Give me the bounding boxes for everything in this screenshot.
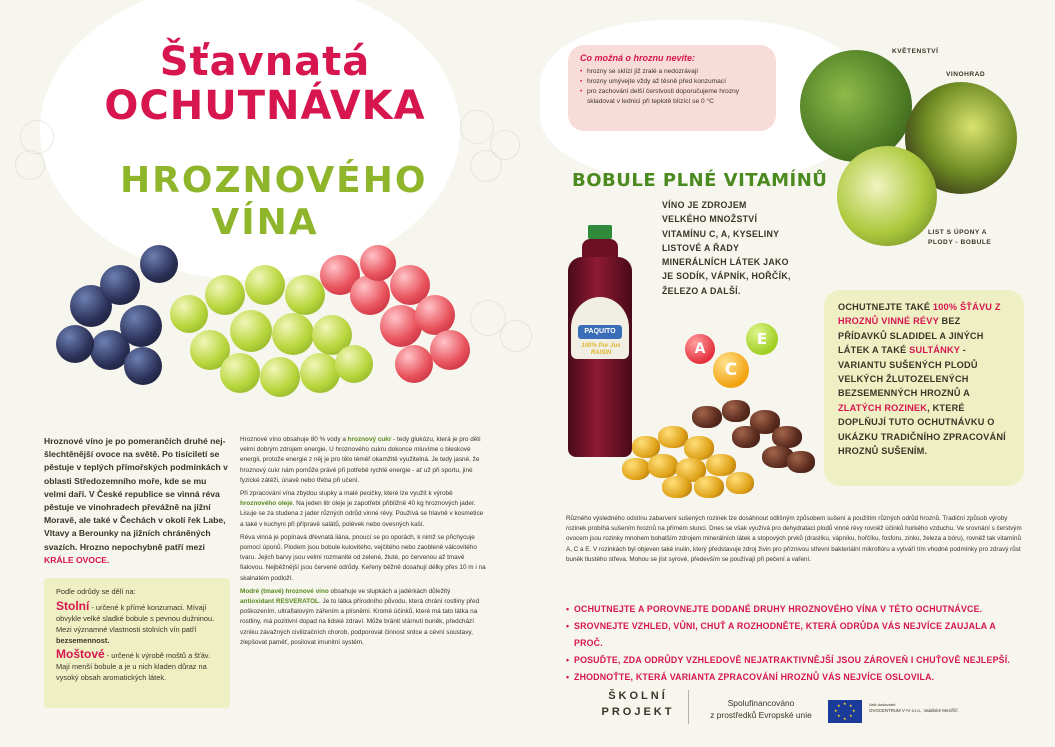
eu-star-icon: ★ xyxy=(852,708,856,713)
green-grape xyxy=(272,313,314,355)
cofund-line-1: Spolufinancováno xyxy=(727,698,795,708)
intro-highlight: KRÁLE OVOCE. xyxy=(44,554,110,565)
dark-grape xyxy=(140,245,178,283)
green-grape xyxy=(220,353,260,393)
fact-item: • pro zachování delší čerstvosti doporučujeme hrozny skladovat v lednici při teplotě blízící se 0 °C xyxy=(580,87,764,107)
eu-star-icon: ★ xyxy=(837,703,841,708)
page-title xyxy=(95,40,435,128)
dark-raisin xyxy=(692,406,722,428)
bottle-brand: PAQUITO xyxy=(578,325,622,339)
eu-flag-icon xyxy=(828,700,862,723)
page-subtitle xyxy=(120,160,428,244)
text: Hroznové víno obsahuje 80 % vody a xyxy=(240,436,348,443)
green-grape xyxy=(170,295,208,333)
facts-title: Co možná o hroznu nevíte: xyxy=(580,53,696,63)
red-grape xyxy=(395,345,433,383)
text: BEZ PŘÍDAVKŮ SLADIDEL A JINÝCH LÁTEK A TAKÉ xyxy=(838,316,984,356)
paragraph-oil xyxy=(240,489,486,530)
flowers-label: KVĚTENSTVÍ xyxy=(892,48,939,55)
variety-must xyxy=(56,649,218,683)
fact-item: • hrozny umývejte vždy až těsně před konzumací xyxy=(580,77,764,87)
supplier-label: Vaši dodavatel: xyxy=(869,702,897,707)
variety-must-label: Moštové xyxy=(56,647,105,661)
facts-list xyxy=(580,67,764,107)
dark-grape xyxy=(124,347,162,385)
variety-must-text: - určené k výrobě moštů a šťáv. Mají menší bobule a je u nich kladen důraz na vysoký obsah aromatických látek. xyxy=(56,651,211,682)
red-grape xyxy=(350,275,390,315)
background-grape-outline xyxy=(500,320,532,352)
school-line-1: ŠKOLNÍ xyxy=(608,690,668,702)
golden-raisin xyxy=(622,458,650,480)
vitamins-title: BOBULE PLNÉ VITAMÍNŮ xyxy=(572,170,828,191)
vitamins-text: VÍNO JE ZDROJEM VELKÉHO MNOŽSTVÍ VITAMÍNU C, A, KYSELINY LISTOVÉ A ŘADY MINERÁLNÍCH LÁTEK JAKO JE SODÍK, VÁPNÍK, HOŘČÍK, ŽELEZO A DALŠÍ. xyxy=(662,200,791,296)
vitamin-c-bubble: C xyxy=(713,352,749,388)
green-grape xyxy=(245,265,285,305)
intro-body: Hroznové víno je po pomerančích druhé nej-šlechtěnější ovoce na světě. Po tisíciletí se pěstuje v teplých přímořských podmínkách v oblasti Středozemního moře, kde se mu velmi daří. V České republice se vinná réva pěstuje ve vinohradech převážně na jižní Moravě, ale také v Čechách v okolí řek Labe, Vltavy a Berounky na jižních chráněných svazích. Hrozno nepochybně patří mezi xyxy=(44,436,228,552)
eu-star-icon: ★ xyxy=(834,708,838,713)
facts-box xyxy=(568,45,776,131)
raisins-illustration xyxy=(622,396,818,500)
dark-raisin xyxy=(787,451,815,473)
golden-raisin xyxy=(648,454,678,478)
highlight: SULTÁNKY xyxy=(909,345,960,356)
paragraph-resveratrol xyxy=(240,587,486,648)
dark-raisin xyxy=(722,400,750,422)
school-project-logo xyxy=(600,688,676,720)
golden-raisin xyxy=(694,476,724,498)
eu-star-icon: ★ xyxy=(843,701,847,706)
golden-raisin xyxy=(726,472,754,494)
golden-raisin xyxy=(662,476,692,498)
paragraph-plant: Réva vinná je popínavá dřevnatá liána, pnoucí se po oporách, k nimž se přichycuje pomocí úponů. Plodem jsou bobule kulovitého, vejčitého nebo zaobleně válcovitého tvaru. Jejich barvy jsou velmi rozmanité od zelené, žluté, po červenou až tmavě fialovou. Nejběžnější jsou červené odrůdy. Keřeny běžně dosahují délky přes 10 m i na skalnatém podloží. xyxy=(240,533,486,582)
dark-grape xyxy=(100,265,140,305)
task-item: • ZHODNOŤTE, KTERÁ VARIANTA ZPRACOVÁNÍ HROZNŮ VÁS NEJVÍCE OSLOVILA. xyxy=(566,669,1024,686)
varieties-heading: Podle odrůdy se dělí na: xyxy=(56,587,136,596)
red-grape xyxy=(360,245,396,281)
raisin-paragraph: Různého výsledného odstínu zabarvení sušených rozinek lze dosáhnout odlišným způsobem sušení a použitím různých odrůd hroznů. Tradiční způsob výroby rozinek probíhá sušením hroznů na přímém slunci. Dnes se však využívá pro dehydrataci plodů vinné révy rovněž účinků horkého vzduchu. Ve srovnání s čerstvým ovocem jsou rozinky mnohem bohatším zdrojem minerálních látek a stopových prvků (draslíku, vápníku, hořčíku, fosforu, zinku, železa a bóru), rovněž tak vitamínů A, C a E. V rozinkách byl objeven také inulin, který představuje zdroj živin pro příznivou střevní bakteriální mikroflóru a vytváří tím vhodné podmínky pro zdravý růst buněk tlustého střeva. Mohou se jíst syrové, především se používají při pečení a vaření. xyxy=(566,515,1022,563)
highlight: hroznového oleje xyxy=(240,500,293,508)
highlight: ZLATÝCH ROZINEK xyxy=(838,402,928,413)
varieties-box xyxy=(44,578,230,708)
highlight: antioxidant RESVERATOL xyxy=(240,598,319,606)
highlight: hroznový cukr xyxy=(347,436,392,443)
background-grape-outline xyxy=(15,150,45,180)
text: OCHUTNEJTE TAKÉ xyxy=(838,302,933,312)
variety-table-text: - určené k přímé konzumaci. Mívají obvykle velké sladké bobule s pevnou dužninou. Mezi významné vlastnosti stolních vín patří xyxy=(56,603,215,634)
eu-star-icon: ★ xyxy=(849,713,853,718)
red-grape xyxy=(430,330,470,370)
leaf-berries-photo xyxy=(837,146,937,246)
variety-table xyxy=(56,601,218,646)
text: , KTERÉ DOPLŇUJÍ TUTO OCHUTNÁVKU O UKÁZKU TRADIČNÍHO ZPRACOVÁNÍ HROZNŮ SUŠENÍM. xyxy=(838,402,1006,457)
text: . Je to látka přírodního původu, která chrání rostliny před poškozením, ultrafialovým zářením a plísněmi. Kromě účinků, které má tato látka na rostliny, má pozitivní dopad na lidské zdraví. Může bránit stárnutí buněk, předchází vzniku závažných civilizačních chorob, podporovat činnost srdce a cévní soustavy, zlepšovat paměť, posilovat imunitní systém. xyxy=(240,598,480,646)
green-grape xyxy=(335,345,373,383)
eu-star-icon: ★ xyxy=(843,716,847,721)
green-grape xyxy=(285,275,325,315)
intro-text xyxy=(44,435,230,567)
dark-raisin xyxy=(732,426,760,448)
vitamin-e-bubble: E xyxy=(746,323,778,355)
bottle-cap xyxy=(588,225,612,239)
tasks-list xyxy=(566,601,1024,686)
green-grape xyxy=(300,353,340,393)
red-grape xyxy=(415,295,455,335)
title-line-1: Šťavnatá xyxy=(159,39,371,85)
task-item: • SROVNEJTE VZHLED, VŮNI, CHUŤ A ROZHODNĚTE, KTERÁ ODRŮDA VÁS NEJVÍCE ZAUJALA A PROČ. xyxy=(566,618,1024,652)
juice-bottle xyxy=(568,225,628,457)
task-item: • POSUĎTE, ZDA ODRŮDY VZHLEDOVĚ NEJATRAKTIVNĚJŠÍ JSOU ZÁROVEŇ I CHUŤOVĚ NEJLEPŠÍ. xyxy=(566,652,1024,669)
eu-star-icon: ★ xyxy=(849,703,853,708)
text: Při zpracování vína zbydou slupky a malé pecičky, které lze využít k výrobě xyxy=(240,490,453,498)
text: - tedy glukózu, která je pro děti velmi dobrým zdrojem energie. U hroznového cukru dokonce mluvíme o bleskové energii, protože energie z něj je pro tělo téměř okamžitě využitelná. Je tedy jasné, že hroznový cukr nám pomůže právě při potřebě rychlé energie - ať už při sportu, jiné fyzické zátěži, únavě nebo třeba při učení. xyxy=(240,436,481,484)
variety-table-label: Stolní xyxy=(56,599,90,613)
text: obsahuje ve slupkách a jadérkách důležitý xyxy=(328,587,451,595)
vineyard-label: VINOHRAD xyxy=(946,71,986,78)
green-grape xyxy=(230,310,272,352)
variety-table-bold: bezsemennost. xyxy=(56,636,110,645)
title-line-4: VÍNA xyxy=(211,202,319,243)
paragraph-sugar xyxy=(240,435,486,486)
dark-raisin xyxy=(772,426,802,448)
eu-star-icon: ★ xyxy=(837,713,841,718)
eu-cofunding-text xyxy=(698,697,824,721)
grape-info-column xyxy=(240,435,486,651)
background-grape-outline xyxy=(470,150,502,182)
supplier-name: OVOCENTRUM V+V s.r.o., Valašské Meziříčí xyxy=(869,708,958,713)
vitamin-a-bubble: A xyxy=(685,334,715,364)
highlight: Modré (tmavé) hroznové víno xyxy=(240,587,329,595)
juice-promo-box xyxy=(824,290,1024,486)
task-item: • OCHUTNEJTE A POROVNEJTE DODANÉ DRUHY HROZNOVÉHO VÍNA V TÉTO OCHUTNÁVCE. xyxy=(566,601,1024,618)
bottle-info: 100% Pur Jus RAISIN xyxy=(581,343,621,356)
flowers-photo xyxy=(800,50,912,162)
green-grape xyxy=(205,275,245,315)
text: - VARIANTU SUŠENÝCH PLODŮ VELKÝCH ŽLUTOZELENÝCH BEZSEMENNÝCH HROZNŮ A xyxy=(838,345,978,399)
background-grape-outline xyxy=(460,110,494,144)
grapes-illustration xyxy=(50,235,480,415)
highlight: 100% ŠŤÁVU Z HROZNŮ VINNÉ RÉVY xyxy=(838,302,1001,327)
dark-grape xyxy=(56,325,94,363)
title-line-2: OCHUTNÁVKA xyxy=(104,83,426,129)
footer-divider xyxy=(688,690,689,724)
cofund-line-2: z prostředků Evropské unie xyxy=(710,710,812,720)
background-grape-outline xyxy=(20,120,54,154)
text: . Na jeden litr oleje je zapotřebí přibližně 40 kg hroznových jader. Lisuje se za studena z jader různých odrůd vinné révy. Používá se hlavně v kosmetice a také v kuchyni při přípravě salátů, polévek nebo ovesných kaší. xyxy=(240,500,484,528)
fact-item: • hrozny se sklízí již zralé a nedozrávají xyxy=(580,67,764,77)
green-grape xyxy=(260,357,300,397)
title-line-3: HROZNOVÉHO xyxy=(120,160,428,201)
school-line-2: PROJEKT xyxy=(601,706,675,718)
leaf-label: LIST S ÚPONY A PLODY - BOBULE xyxy=(928,229,992,246)
